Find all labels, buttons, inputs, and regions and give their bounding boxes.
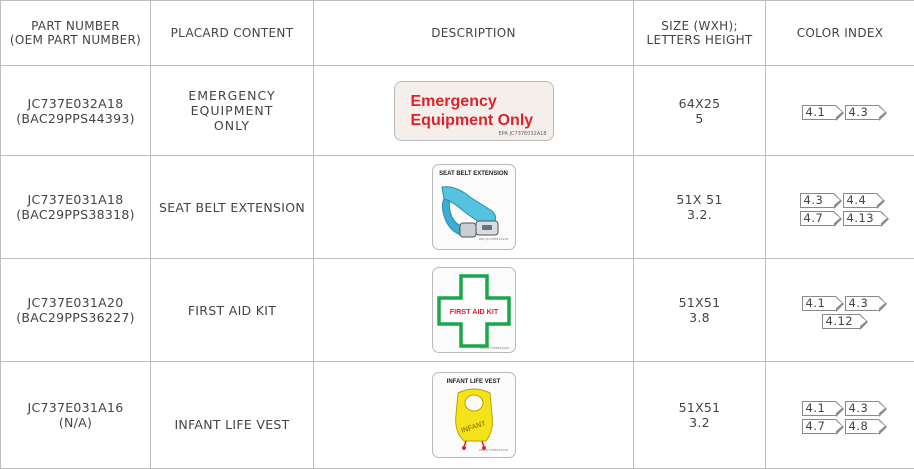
color-index-tags <box>802 105 879 120</box>
first-aid-cross-icon <box>433 268 515 352</box>
table-row <box>1 66 914 156</box>
table-row <box>1 259 914 362</box>
header-row <box>1 1 914 66</box>
placard-title: INFANT LIFE VEST <box>433 373 515 385</box>
description-cell <box>314 156 634 259</box>
seat-belt-icon <box>436 177 512 243</box>
color-index-tag: 4.7 <box>802 419 836 434</box>
content-line: EQUIPMENT <box>151 103 313 118</box>
seat-belt-extension-placard <box>432 164 516 250</box>
description-cell <box>314 66 634 156</box>
description-cell <box>314 362 634 469</box>
color-index-tag: 4.3 <box>845 105 879 120</box>
placard-code: EPA JC737E031A20 <box>480 346 509 350</box>
part-number-cell <box>1 66 151 156</box>
color-index-tag: 4.4 <box>843 193 877 208</box>
size-cell <box>634 156 766 259</box>
header-part-number <box>1 1 151 66</box>
vest-label: INFANT <box>460 420 487 435</box>
size-cell <box>634 362 766 469</box>
part-number: JC737E031A18 <box>1 192 150 207</box>
placard-content-cell <box>151 66 314 156</box>
letters-height: 3.2 <box>634 415 765 430</box>
oem-part-number: (BAC29PPS36227) <box>1 310 150 325</box>
color-index-tag: 4.13 <box>843 211 881 226</box>
letters-height: 3.8 <box>634 310 765 325</box>
color-index-tags <box>802 401 879 434</box>
part-number-cell <box>1 362 151 469</box>
table-row <box>1 362 914 469</box>
header-size <box>634 1 766 66</box>
placard-code: EPA JC737E031A18 <box>479 237 508 241</box>
letters-height: 3.2. <box>634 207 765 222</box>
placard-line2: Equipment Only <box>395 111 553 130</box>
color-index-tags <box>800 193 881 226</box>
part-number-cell <box>1 156 151 259</box>
description-cell <box>314 259 634 362</box>
color-index-cell <box>766 156 914 259</box>
header-size-line2: LETTERS HEIGHT <box>634 33 765 47</box>
color-index-cell <box>766 259 914 362</box>
content-line: ONLY <box>151 118 313 133</box>
emergency-equipment-placard <box>394 81 554 141</box>
color-index-cell <box>766 362 914 469</box>
placard-content-cell: INFANT LIFE VEST <box>151 362 314 469</box>
color-index-cell <box>766 66 914 156</box>
color-index-tags <box>802 296 879 329</box>
color-index-tag: 4.3 <box>800 193 834 208</box>
color-index-tag: 4.7 <box>800 211 834 226</box>
oem-part-number: (BAC29PPS38318) <box>1 207 150 222</box>
part-number: JC737E031A20 <box>1 295 150 310</box>
header-color-index: COLOR INDEX <box>766 1 914 66</box>
color-index-tag: 4.1 <box>802 401 836 416</box>
placard-code: EPA JC737E032A18 <box>499 131 547 137</box>
placard-content-cell: FIRST AID KIT <box>151 259 314 362</box>
header-part-number-line1: PART NUMBER <box>1 19 150 33</box>
placard-content-cell: SEAT BELT EXTENSION <box>151 156 314 259</box>
part-number-cell <box>1 259 151 362</box>
content-line: EMERGENCY <box>151 88 313 103</box>
placard-line1: Emergency <box>395 92 553 111</box>
table-row <box>1 156 914 259</box>
size: 51X51 <box>634 400 765 415</box>
first-aid-kit-placard <box>432 267 516 353</box>
oem-part-number: (N/A) <box>1 415 150 430</box>
header-size-line1: SIZE (WXH); <box>634 19 765 33</box>
letters-height: 5 <box>634 111 765 126</box>
header-description: DESCRIPTION <box>314 1 634 66</box>
header-part-number-line2: (OEM PART NUMBER) <box>1 33 150 47</box>
size: 64X25 <box>634 96 765 111</box>
color-index-tag: 4.8 <box>845 419 879 434</box>
placard-title: SEAT BELT EXTENSION <box>433 165 515 177</box>
color-index-tag: 4.3 <box>845 296 879 311</box>
color-index-tag: 4.3 <box>845 401 879 416</box>
part-number: JC737E032A18 <box>1 96 150 111</box>
oem-part-number: (BAC29PPS44393) <box>1 111 150 126</box>
size-cell <box>634 66 766 156</box>
placard-code: EPA JC737E031A16 <box>479 448 508 452</box>
color-index-tag: 4.1 <box>802 105 836 120</box>
size: 51X 51 <box>634 192 765 207</box>
color-index-tag: 4.12 <box>822 314 860 329</box>
life-vest-icon <box>436 385 512 453</box>
placard-title: FIRST AID KIT <box>449 307 498 316</box>
infant-life-vest-placard <box>432 372 516 458</box>
part-number: JC737E031A16 <box>1 400 150 415</box>
size: 51X51 <box>634 295 765 310</box>
header-placard-content: PLACARD CONTENT <box>151 1 314 66</box>
color-index-tag: 4.1 <box>802 296 836 311</box>
size-cell <box>634 259 766 362</box>
